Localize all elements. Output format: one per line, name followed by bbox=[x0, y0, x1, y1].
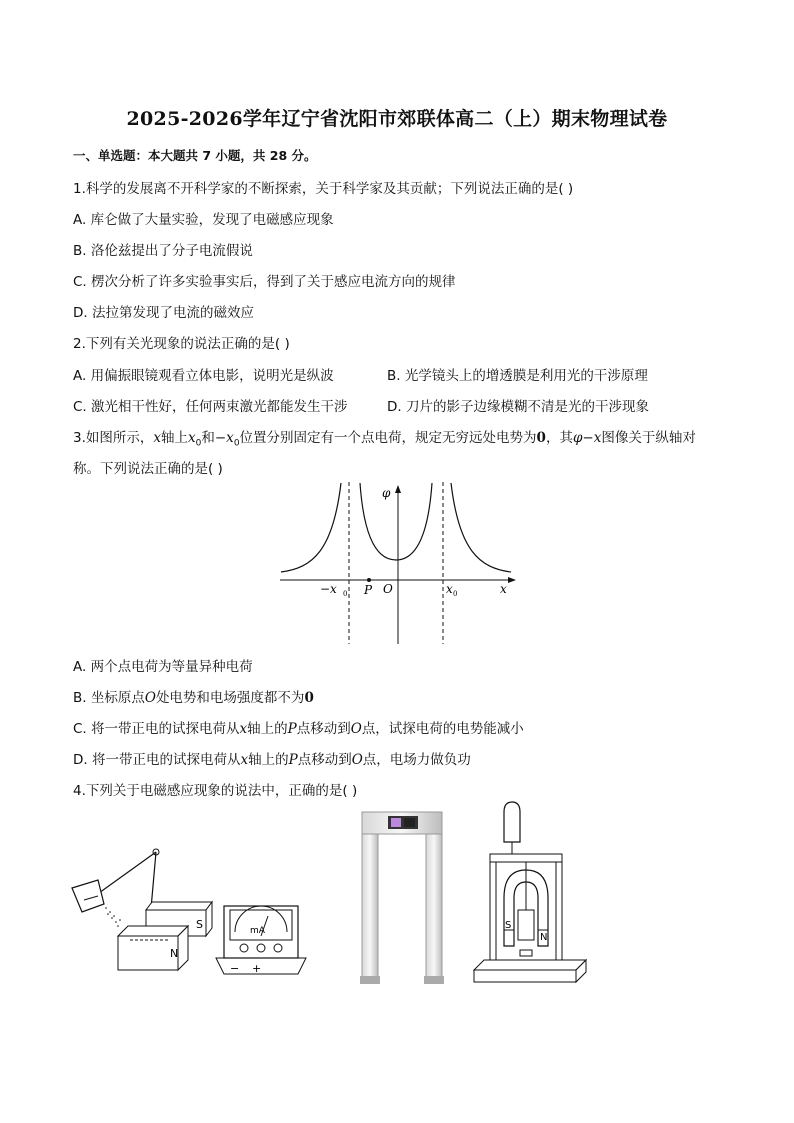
q2-option-d: D. 刀片的影子边缘模糊不清是光的干涉现象 bbox=[387, 399, 649, 415]
label-x: x bbox=[500, 582, 507, 596]
magnet-n-label-2: N bbox=[540, 932, 548, 943]
q3-option-b: B. 坐标原点O处电势和电场强度都不为0 bbox=[73, 690, 314, 706]
curve-right-outer bbox=[451, 483, 511, 572]
label-o: O bbox=[383, 582, 393, 596]
q3-option-a: A. 两个点电荷为等量异种电荷 bbox=[73, 659, 253, 675]
label-x0: x bbox=[446, 582, 453, 596]
q2-stem: 2.下列有关光现象的说法正确的是( ) bbox=[73, 336, 290, 352]
magnet-n-label: N bbox=[170, 947, 179, 960]
q1-option-a: A. 库仑做了大量实验，发现了电磁感应现象 bbox=[73, 212, 334, 228]
q3-stem-line1: 3.如图所示，x轴上$x_0$和$-x_0$位置分别固定有一个点电荷，规定无穷远处电势为0，其φ−x图像关于纵轴对 bbox=[73, 430, 696, 449]
label-neg-x0: −x bbox=[320, 582, 337, 596]
svg-text:+: + bbox=[252, 962, 262, 975]
label-neg-x0-sub: 0 bbox=[343, 590, 348, 598]
y-axis-arrow bbox=[395, 485, 401, 493]
section-heading: 一、单选题：本大题共 7 小题，共 28 分。 bbox=[73, 148, 317, 163]
phi-x-graph bbox=[278, 480, 518, 646]
q1-stem: 1.科学的发展离不开科学家的不断探索，关于科学家及其贡献；下列说法正确的是( ) bbox=[73, 181, 574, 197]
q1-option-d: D. 法拉第发现了电流的磁效应 bbox=[73, 305, 254, 321]
q4-stem: 4.下列关于电磁感应现象的说法中，正确的是( ) bbox=[73, 783, 358, 799]
label-phi: φ bbox=[382, 486, 391, 500]
x-axis-arrow bbox=[508, 577, 516, 583]
q1-option-b: B. 洛伦兹提出了分子电流假说 bbox=[73, 243, 253, 259]
q2-option-c: C. 激光相干性好，任何两束激光都能发生干涉 bbox=[73, 399, 348, 415]
q3-option-d: D. 将一带正电的试探电荷从x轴上的P点移动到O点，电场力做负功 bbox=[73, 752, 471, 768]
q3-stem-line2: 称。下列说法正确的是( ) bbox=[73, 461, 223, 477]
point-p bbox=[367, 578, 371, 582]
meter-label: mA bbox=[250, 926, 265, 936]
curve-middle bbox=[360, 483, 432, 560]
q1-option-c: C. 楞次分析了许多实验事实后，得到了关于感应电流方向的规律 bbox=[73, 274, 456, 290]
page-title: 2025-2026学年辽宁省沈阳市郊联体高二（上）期末物理试卷 bbox=[126, 108, 668, 130]
q4-figure-magnet-coil bbox=[70, 840, 310, 985]
label-p: P bbox=[364, 583, 373, 597]
q2-option-b: B. 光学镜头上的增透膜是利用光的干涉原理 bbox=[387, 368, 648, 384]
q2-option-a: A. 用偏振眼镜观看立体电影，说明光是纵波 bbox=[73, 368, 334, 384]
q4-figure-coil-stand bbox=[470, 798, 590, 988]
label-x0-sub: 0 bbox=[453, 590, 458, 598]
magnet-s-label: S bbox=[196, 918, 203, 931]
magnet-s-label-2: S bbox=[505, 920, 512, 931]
q3-option-c: C. 将一带正电的试探电荷从x轴上的P点移动到O点，试探电荷的电势能减小 bbox=[73, 721, 524, 737]
svg-text:−: − bbox=[230, 962, 240, 975]
q4-figure-security-gate bbox=[358, 804, 446, 986]
curve-left-outer bbox=[281, 483, 341, 572]
